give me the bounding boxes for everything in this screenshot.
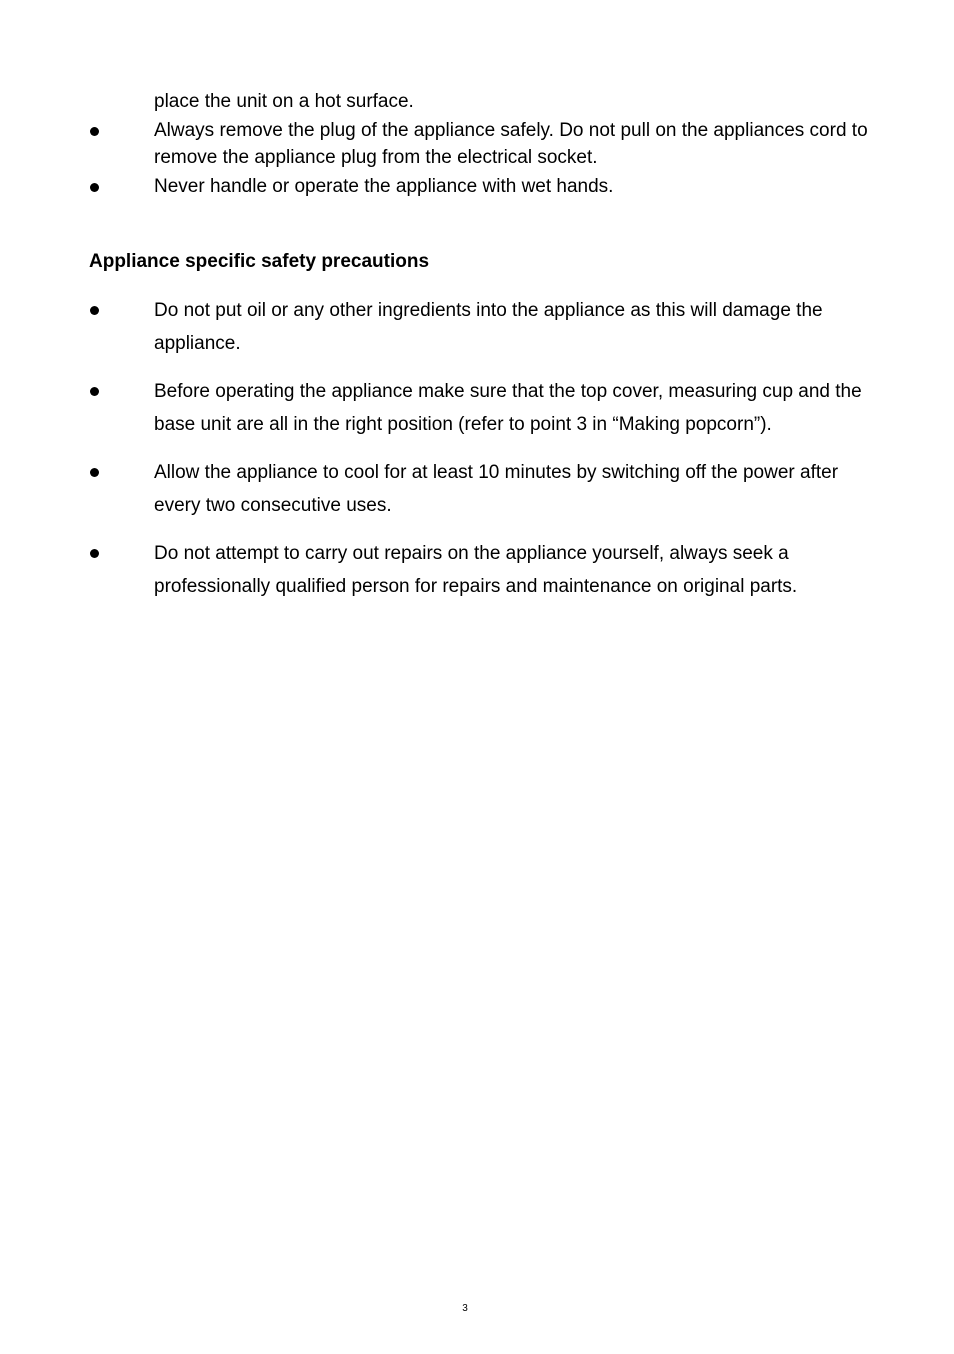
list-item [89,117,879,171]
list-item-text: Always remove the plug of the appliance safely. Do not pull on the appliances cord to remove the appliance plug from the electrical socket. [154,120,868,168]
section-heading: Appliance specific safety precautions [89,251,430,272]
continuation-text: place the unit on a hot surface. [154,91,414,112]
list-item [89,537,889,603]
list-item [89,173,879,200]
list-item [89,456,889,522]
list-item [89,294,889,360]
list-item-text: Do not put oil or any other ingredients into the appliance as this will damage the appliance. [154,300,823,354]
list-item-text: Do not attempt to carry out repairs on the appliance yourself, always seek a professionally qualified person for repairs and maintenance on original parts. [154,543,798,597]
list-item-text: Before operating the appliance make sure that the top cover, measuring cup and the base unit are all in the right position (refer to point 3 in “Making popcorn”). [154,381,862,435]
list-item-text: Allow the appliance to cool for at least 10 minutes by switching off the power after every two consecutive uses. [154,462,839,516]
list-item-text: Never handle or operate the appliance with wet hands. [154,176,614,197]
general-safety-list [89,117,879,202]
appliance-safety-list [89,294,889,618]
page-number: 3 [462,1303,468,1314]
list-item [89,375,889,441]
